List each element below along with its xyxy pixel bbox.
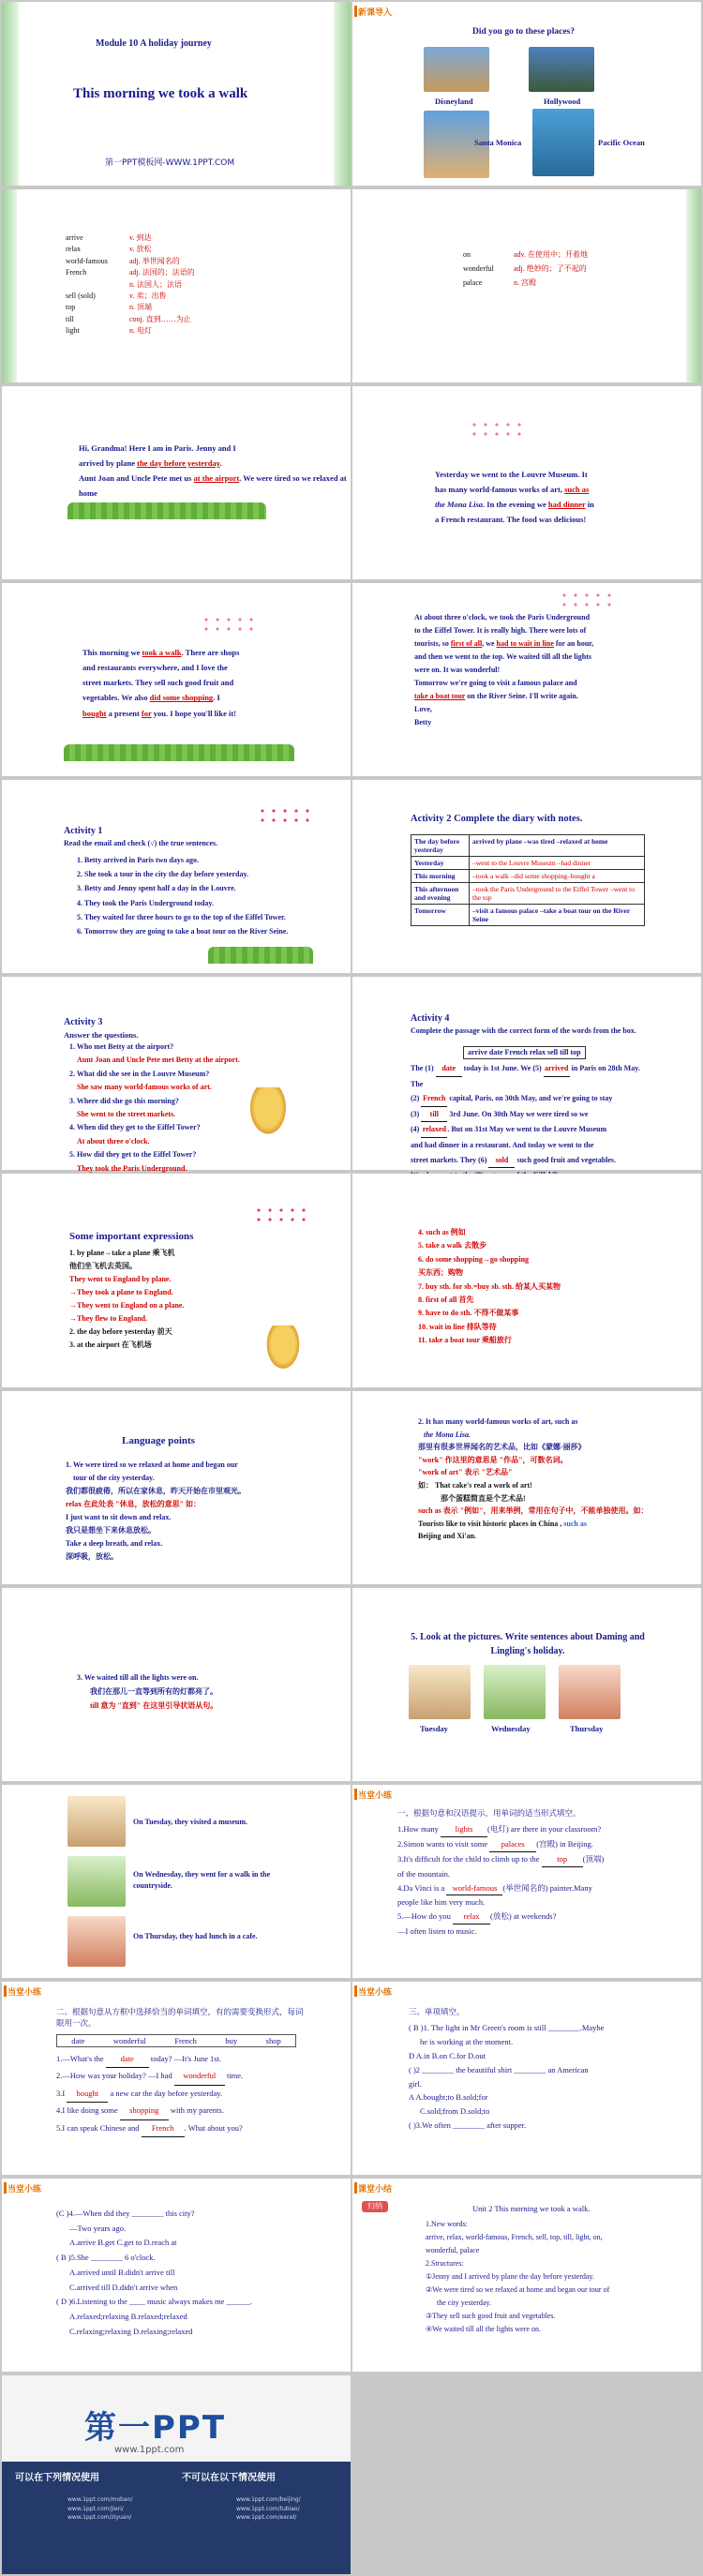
brand-url[interactable]: www.1ppt.com (114, 2445, 185, 2455)
slide-vocabulary-2[interactable] (352, 189, 701, 382)
expressions-list (69, 1247, 184, 1352)
list-item: 4. They took the Paris Underground today. (77, 898, 214, 907)
grass-decor (64, 744, 294, 761)
link-list-2 (236, 2495, 301, 2523)
decor-right (686, 189, 701, 382)
activity3-qa (69, 1041, 240, 1176)
list-item: 5. take a walk 去散步 (418, 1241, 487, 1251)
pacific-ocean-photo (532, 109, 594, 176)
text-line: 2. It has many world-famous works of art, such as (418, 1417, 578, 1426)
list-item: They went to England by plane. (69, 1275, 172, 1283)
slide-practice-4[interactable] (2, 2179, 351, 2372)
practice2-questions: 1.—What's the date today? —It's June 1st. 2.—How was your holiday? —I had wonderful time. 3.I bought a new car the day before yesterday. 4.I like doing some shopping with my parents. 5.I can speak Chinese and French . What about you? (56, 2051, 328, 2137)
text-line: 深呼吸，放松。 (66, 1552, 118, 1561)
place-disneyland: Disneyland (435, 97, 473, 106)
word-box: arrive date French relax sell till top (463, 1046, 586, 1059)
question: 3. Where did she go this morning? (69, 1096, 179, 1105)
list-item: →They took a plane to England. (69, 1288, 173, 1296)
list-item: 1. by plane→take a plane 乘飞机 (69, 1249, 175, 1257)
place-pacific-ocean: Pacific Ocean (598, 138, 645, 147)
picture-task-title: 5. Look at the pictures. Write sentences about Daming and Lingling's holiday. (411, 1632, 645, 1656)
tag-bar (4, 2182, 7, 2194)
text-line: ①Jenny and I arrived by plane the day before yesterday. (426, 2272, 594, 2281)
text-line: 我只是想坐下来休息放松。 (66, 1526, 156, 1535)
text-line: Beijing and Xi'an. (418, 1532, 477, 1541)
list-item: girl. (409, 2078, 422, 2089)
language-points-body-2 (418, 1415, 671, 1543)
hollywood-photo (529, 47, 594, 92)
section-tag: 当堂小练 (7, 2185, 42, 2194)
summary-title: Unit 2 This morning we took a walk. (472, 2204, 591, 2213)
answer: They took the Paris Underground. (77, 1163, 187, 1173)
list-item: 10. wait in line 排队等待 (418, 1322, 497, 1331)
practice4-items (56, 2207, 337, 2339)
tag-bar (4, 1985, 7, 1997)
vocab-row: world-famous adj. 举世闻名的 (66, 256, 180, 265)
slide-vocabulary[interactable] (2, 189, 351, 382)
countryside-picture (67, 1856, 126, 1907)
vocab-row: French adj. 法国的；法语的 (66, 268, 195, 277)
blossom-decor (257, 806, 313, 827)
vocab-row: palace n. 宫殿 (463, 278, 536, 288)
tag-bar (354, 6, 357, 17)
text-line: ②We were tired so we relaxed at home and began our tour of (426, 2285, 610, 2294)
language-points-body (66, 1459, 246, 1564)
slide-picture-answers[interactable] (2, 1785, 351, 1978)
list-item: A.relaxed;relaxing B.relaxed;relaxed (69, 2312, 187, 2322)
cartoon-character (247, 1087, 289, 1138)
link[interactable]: www.1ppt.com/ziyuan/ (67, 2514, 132, 2522)
answer: She went to the street markets. (77, 1109, 176, 1118)
usage-allowed-title: 可以在下列情况使用 (15, 2473, 99, 2483)
grass-decor (208, 947, 313, 964)
place-santa-monica: Santa Monica (474, 138, 522, 147)
vocab-right-list (463, 247, 588, 291)
vocab-row: wonderful adj. 绝妙的；了不起的 (463, 264, 587, 274)
lesson-title: This morning we took a walk (73, 86, 248, 101)
vocab-row: till conj. 直到……为止 (66, 314, 191, 323)
list-item: 4. such as 例如 (418, 1228, 466, 1236)
text-line: "work of art" 表示 "艺术品" (418, 1468, 513, 1477)
slide-activity1[interactable] (2, 780, 351, 973)
question: 2. What did she see in the Louvre Museum? (69, 1069, 210, 1078)
text-line: 如： That cake's real a work of art! (418, 1480, 532, 1490)
text-line: Tourists like to visit historic places in China , such as (418, 1519, 587, 1528)
list-item: A.arrive B.get C.get to D.reach at (69, 2238, 177, 2248)
vocab-row: sell (sold) v. 卖；出售 (66, 291, 167, 300)
slide-practice-2[interactable] (2, 1982, 351, 2175)
wednesday-picture (484, 1665, 546, 1719)
expressions-title: Some important expressions (69, 1231, 194, 1242)
answer-tuesday: On Tuesday, they visited a museum. (133, 1818, 248, 1826)
link[interactable]: www.1ppt.com/excel/ (236, 2514, 297, 2522)
table-row: This afternoon and evening –took the Paris Underground to the Eiffel Tower –went to the top (411, 883, 645, 905)
text-line: 那里有很多世界闻名的艺术品，比如《蒙娜·丽莎》 (418, 1443, 586, 1452)
question: 1. Who met Betty at the airport? (69, 1042, 174, 1051)
usage-forbidden-title: 不可以在以下情况使用 (182, 2473, 276, 2483)
section-tag: 新课导入 (358, 8, 393, 18)
place-hollywood: Hollywood (544, 97, 581, 106)
blossom-decor (201, 615, 257, 636)
slide-activity2[interactable] (352, 780, 701, 973)
practice1-heading: 一、根据句意和汉语提示，用单词的适当形式填空。 (397, 1808, 581, 1818)
slide-language-points-2[interactable] (352, 1391, 701, 1584)
footer-watermark: 第一PPT模板网-WWW.1PPT.COM (105, 158, 235, 168)
text-line: the city yesterday. (437, 2299, 491, 2307)
practice2-heading: 二、根据句意从方框中选择恰当的单词填空，有的需要变换形式，每词限用一次。 (56, 2007, 304, 2029)
answer: At about three o'clock. (77, 1136, 150, 1146)
slide-language-points-1[interactable] (2, 1391, 351, 1584)
answer: She saw many world-famous works of art. (77, 1083, 212, 1092)
blossom-decor (253, 1206, 309, 1226)
vocab-row: arrive v. 到达 (66, 233, 152, 242)
section-tag: 当堂小练 (7, 1988, 42, 1998)
list-item: D A.in B.on C.for D.out (409, 2050, 486, 2060)
vocab-row: on adv. 在使用中；开着地 (463, 250, 589, 259)
slide-expressions-2[interactable] (352, 1174, 701, 1387)
day-thursday: Thursday (570, 1724, 604, 1733)
summary-badge: 归纳 (362, 2201, 388, 2212)
slide-summary[interactable] (352, 2179, 701, 2372)
slide-practice-3[interactable] (352, 1982, 701, 2175)
activity1-title: Activity 1 (64, 826, 103, 836)
text-line: Take a deep breath, and relax. (66, 1539, 163, 1548)
list-item: →They went to England on a plane. (69, 1301, 185, 1310)
list-item: 他们坐飞机去英国。 (69, 1262, 137, 1270)
slide-email-part2[interactable] (352, 386, 701, 579)
list-item: ( )3.We often ________ after supper. (409, 2120, 527, 2131)
slide-brand[interactable] (2, 2375, 351, 2574)
text-line: 我们都很疲倦，所以在家休息，昨天开始在市里观光。 (66, 1487, 246, 1495)
activity4-instruction: Complete the passage with the correct form of the words from the box. (411, 1026, 636, 1035)
disneyland-photo (424, 47, 489, 92)
list-item: 1. Betty arrived in Paris two days ago. (77, 856, 199, 864)
answer: Aunt Joan and Uncle Pete met Betty at the airport. (77, 1056, 240, 1065)
list-item: 5. They waited for three hours to go to the top of the Eiffel Tower. (77, 912, 286, 921)
text-line: ③They sell such good fruit and vegetables. (426, 2312, 556, 2320)
list-item: 买东西；购物 (418, 1268, 463, 1278)
day-wednesday: Wednesday (491, 1724, 531, 1733)
intro-question: Did you go to these places? (472, 27, 575, 37)
link[interactable]: www.1ppt.com/tubiao/ (236, 2505, 300, 2512)
list-item: 3. Betty and Jenny spent half a day in the Louvre. (77, 884, 236, 893)
text-line: 1.New words: (426, 2220, 468, 2228)
section-tag: 当堂小练 (358, 1988, 393, 1998)
text-line: arrive, relax, world-famous, French, sell, top, till, light, on, (426, 2233, 603, 2241)
slide-email-part1[interactable] (2, 386, 351, 579)
practice3-items (409, 2021, 681, 2133)
list-item: —Two years ago. (69, 2223, 127, 2233)
list-item: 9. have to do sth. 不得不做某事 (418, 1309, 519, 1318)
day-tuesday: Tuesday (420, 1724, 448, 1733)
text-line: till 意为 "直到" 在这里引导状语从句。 (90, 1701, 218, 1711)
slide-activity3[interactable] (2, 977, 351, 1173)
activity3-subtitle: Answer the questions. (64, 1030, 139, 1040)
module-label: Module 10 A holiday journey (96, 38, 212, 49)
slide-email-part3[interactable] (2, 583, 351, 776)
activity4-passage: The (1) date today is 1st June. We (5) arrived in Paris on 28th May. The (2) French capital, Paris, on 30th May, and we're going to stay (3) till 3rd June. On 30th May we were tired so we (4) relaxed. But on 31st May we went to the Louvre Museum and had dinner in a restaurant. And today we went to the street markets. They (6) sold such good fruit and vegetables. (411, 1061, 647, 1184)
list-item: ( B )1. The light in Mr Green's room is still ________.Maybe (409, 2023, 605, 2032)
slide-picture-task[interactable] (352, 1588, 701, 1781)
diary-table (411, 834, 645, 926)
text-line: I just want to sit down and relax. (66, 1513, 172, 1521)
tag-bar (354, 1985, 357, 1997)
brand-info-panel (2, 2462, 351, 2574)
brand-logo: 第一PPT (84, 2409, 227, 2447)
list-item: 7. buy sth. for sb.=buy sb. sth. 给某人买某物 (418, 1281, 561, 1291)
table-row: Yesterday –went to the Louvre Museum –had dinner (411, 857, 645, 870)
summary-lines (426, 2218, 679, 2336)
list-item: C.arrived till D.didn't arrive when (69, 2282, 178, 2292)
text-line: relax 在此处表 "休息，放松的意思" 如： (66, 1500, 202, 1508)
practice2-word-box: date wonderful French buy shop (56, 2034, 296, 2047)
activity1-items (77, 853, 292, 938)
list-item: 6. Tomorrow they are going to take a boat tour on the River Seine. (77, 926, 289, 936)
table-row: This morning –took a walk –did some shopping–bought a (411, 870, 645, 883)
activity3-title: Activity 3 (64, 1017, 103, 1027)
text-line: 3. We waited till all the lights were on. (77, 1673, 199, 1682)
museum-picture (67, 1796, 126, 1847)
list-item: ( )2 ________ the beautiful shirt ________ an American (409, 2064, 589, 2074)
text-line: tour of the city yesterday. (73, 1474, 155, 1482)
section-tag: 当堂小练 (358, 1791, 393, 1801)
list-item: ( D )6.Listening to the ____ music always makes me ______. (56, 2297, 253, 2307)
email-paragraph-2: Yesterday we went to the Louvre Museum. It has many world-famous works of art, such as the Mona Lisa. In the evening we had dinner in a French restaurant. The food was delicious! (435, 470, 594, 525)
list-item: 11. take a boat tour 乘船旅行 (418, 1336, 512, 1345)
list-item: C.relaxing;relaxing D.relaxing;relaxed (69, 2326, 193, 2336)
email-paragraph-3: This morning we took a walk. There are shops and restaurants everywhere, and I love the street markets. They sell such good fruit and vegetables. We also did some shopping. I bought a present for you. I hope you'll like it! (82, 648, 240, 718)
list-item: he is working at the moment. (420, 2036, 514, 2046)
list-item: (C )4.—When did they ________ this city? (56, 2209, 195, 2218)
slide-language-points-3[interactable] (2, 1588, 351, 1781)
expressions-list-2 (418, 1226, 561, 1348)
thursday-picture (559, 1665, 621, 1719)
activity4-title: Activity 4 (411, 1013, 450, 1024)
cafe-picture (67, 1916, 126, 1967)
question: 5. How did they get to the Eiffel Tower? (69, 1150, 197, 1160)
text-line: 那个蛋糕简直是个艺术品! (441, 1493, 526, 1503)
practice1-questions: 1.How many lights (电灯) are there in your classroom? 2.Simon wants to visit some palaces (宫殿) in Beijing. 3.It's difficult for the child to climb up to the top (顶端) of the mountain. 4.Da Vinci is a world-famous (举世闻名的) painter.Many people like him very much. 5.—How do you relax (放松) at weekends? —I often listen to music. (397, 1824, 605, 1937)
tuesday-picture (409, 1665, 471, 1719)
link[interactable]: www.1ppt.com/beijing/ (236, 2496, 301, 2503)
list-item: A A.bought;to B.sold;for (409, 2092, 488, 2103)
list-item: ( B )5.She ________ 6 o'clock. (56, 2253, 156, 2263)
vocab-row: top n. 顶端 (66, 303, 152, 312)
text-line: "work" 作这里的意思是 "作品"，可数名词。 (418, 1455, 568, 1464)
text-line: 1. We were tired so we relaxed at home and began our (66, 1460, 238, 1469)
list-item: 2. She took a tour in the city the day before yesterday. (77, 870, 249, 879)
slide-title[interactable] (2, 2, 351, 186)
section-tag: 课堂小结 (358, 2185, 393, 2194)
vocab-row: light n. 电灯 (66, 326, 152, 336)
link[interactable]: www.1ppt.com/jieri/ (67, 2505, 124, 2512)
list-item: 8. first of all 首先 (418, 1295, 474, 1304)
text-line: wonderful, palace (426, 2246, 480, 2254)
activity2-title: Activity 2 Complete the diary with notes. (411, 814, 583, 824)
tag-bar (354, 2182, 357, 2194)
activity1-instruction: Read the email and check (√) the true sentences. (64, 839, 218, 847)
slide-intro[interactable] (352, 2, 701, 186)
email-paragraph-1: Hi, Grandma! Here I am in Paris. Jenny and I arrived by plane the day before yesterday. Aunt Joan and Uncle Pete met us at the airport. We were tired so we relaxed at home (79, 443, 347, 499)
tag-bar (354, 1789, 357, 1800)
grass-decor (67, 502, 266, 519)
answer-wednesday: On Wednesday, they went for a walk in the countryside. (133, 1870, 271, 1890)
list-item: 2. the day before yesterday 前天 (69, 1327, 172, 1336)
vocab-row: relax v. 放松 (66, 245, 152, 254)
decor-right (334, 2, 351, 186)
question: 4. When did they get to the Eiffel Tower? (69, 1123, 201, 1132)
list-item: →They flew to England. (69, 1314, 148, 1323)
list-item: 3. at the airport 在飞机场 (69, 1340, 152, 1349)
cartoon-character (264, 1325, 302, 1372)
email-paragraph-4: At about three o'clock, we took the Paris Underground to the Eiffel Tower. It is really high. There were lots of tourists, so first of all, we had to wait in line for an hour, and then we went to the top. We waited till all the lights were on. It was wonderful! Tomorrow we're going to visit a famous palace and take a boat tour on the River Seine. I'll write again. Love, Betty (414, 613, 594, 726)
text-line: 我们在那儿一直等到所有的灯都亮了。 (90, 1687, 217, 1697)
vocab-row: n. 法国人；法语 (129, 279, 182, 289)
link-list (67, 2495, 132, 2523)
slide-activity4[interactable] (352, 977, 701, 1170)
text-line: 2.Structures: (426, 2259, 464, 2268)
blossom-decor (469, 420, 525, 441)
practice3-heading: 三、单项填空。 (409, 2007, 465, 2016)
decor-left (2, 2, 19, 186)
blossom-decor (559, 591, 615, 611)
list-item: C.sold;from D.sold;to (420, 2106, 490, 2117)
slide-expressions-1[interactable] (2, 1174, 351, 1387)
table-row: Tomorrow –visit a famous palace –take a boat tour on the River Seine (411, 905, 645, 926)
table-row: The day before yesterday arrived by plane –was tired –relaxed at home (411, 835, 645, 857)
text-line: the Mona Lisa. (424, 1430, 471, 1439)
answer-thursday: On Thursday, they had lunch in a cafe. (133, 1932, 258, 1940)
slide-practice-1[interactable] (352, 1785, 701, 1978)
list-item: 6. do some shopping→go shopping (418, 1254, 530, 1264)
vocab-left-list (66, 232, 195, 337)
text-line: such as 表示 "例如"，用来举例，常用在句子中，不能单独使用。如： (418, 1506, 649, 1516)
language-points-body-3 (77, 1670, 217, 1714)
language-points-title: Language points (122, 1435, 195, 1446)
text-line: ④We waited till all the lights were on. (426, 2325, 541, 2333)
link[interactable]: www.1ppt.com/moban/ (67, 2496, 133, 2503)
slide-email-part4[interactable] (352, 583, 701, 776)
list-item: A.arrived until B.didn't arrive till (69, 2267, 175, 2277)
decor-left (2, 189, 17, 382)
